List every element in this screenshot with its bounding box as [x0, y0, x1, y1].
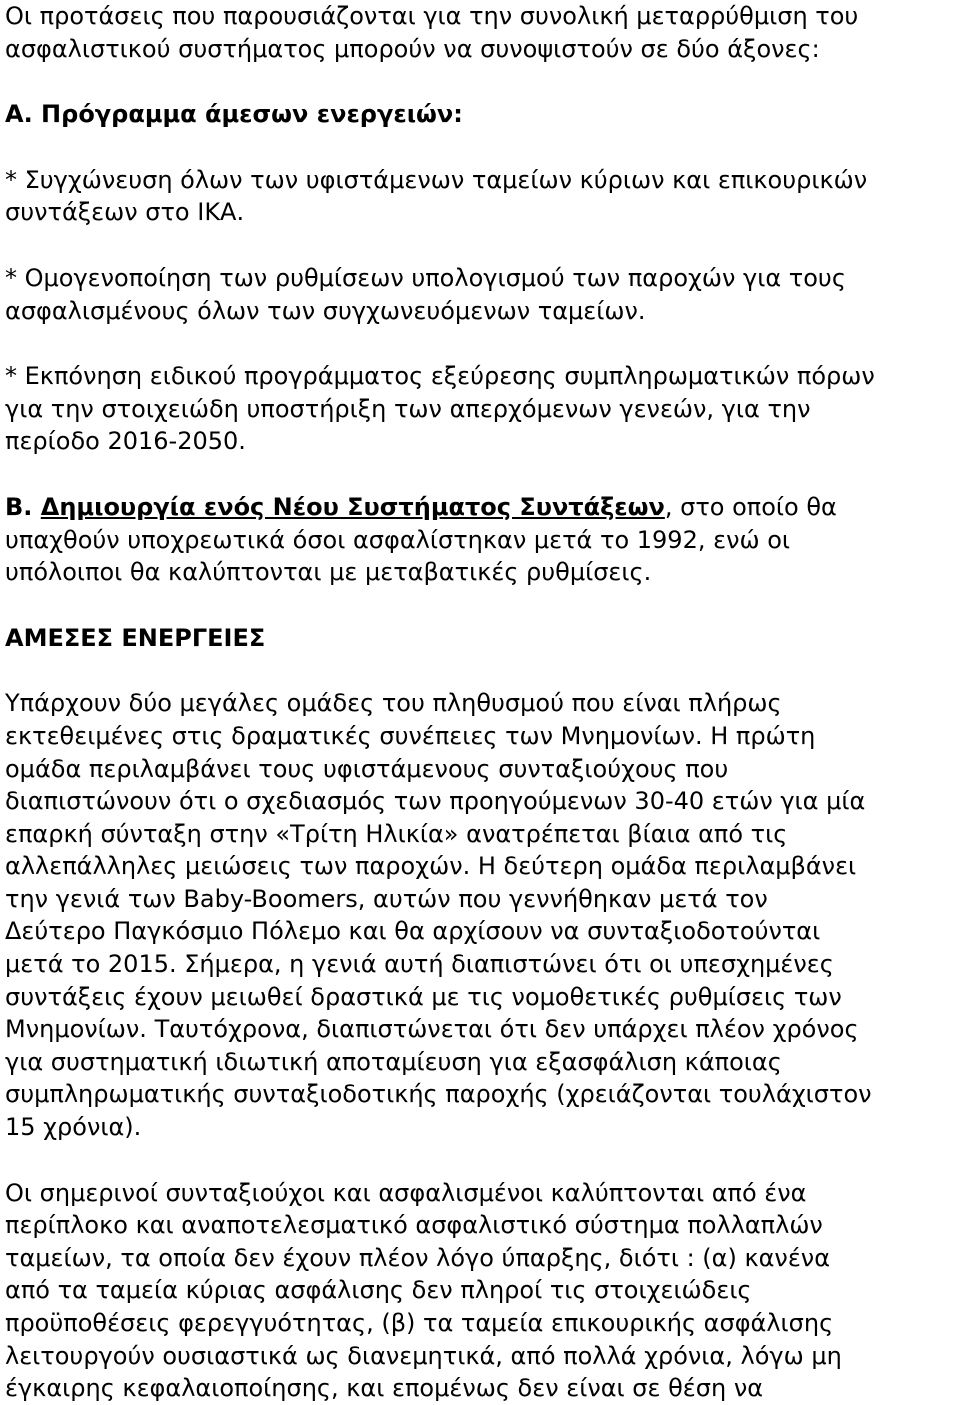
paragraph-line: λειτουργούν ουσιαστικά ως διανεμητικά, από πολλά χρόνια, λόγω μη	[5, 1341, 842, 1370]
paragraph-line: επαρκή σύνταξη στην «Τρίτη Ηλικία» ανατρέπεται βίαια από τις	[5, 819, 788, 848]
section-a-heading: Α. Πρόγραμμα άμεσων ενεργειών:	[5, 100, 463, 129]
section-a-item-3	[5, 360, 955, 458]
intro-line: Οι προτάσεις που παρουσιάζονται για την συνολική μεταρρύθμιση του	[5, 2, 859, 30]
section-b-prefix: Β.	[5, 492, 41, 521]
paragraph-line: Υπάρχουν δύο μεγάλες ομάδες του πληθυσμού που είναι πλήρως	[5, 689, 782, 718]
section-a-item-2	[5, 262, 955, 327]
immediate-actions-paragraph-2	[5, 1177, 955, 1405]
paragraph-line: Μνημονίων. Ταυτόχρονα, διαπιστώνεται ότι δεν υπάρχει πλέον χρόνος	[5, 1015, 859, 1044]
paragraph-line: περίπλοκο και αναποτελεσματικό ασφαλιστικό σύστημα πολλαπλών	[5, 1211, 823, 1240]
paragraph-line: συμπληρωματικής συνταξιοδοτικής παροχής (χρειάζονται τουλάχιστον	[5, 1080, 872, 1109]
item-line: για την στοιχειώδη υποστήριξη των απερχόμενων γενεών, για την	[5, 394, 811, 423]
paragraph-line: 15 χρόνια).	[5, 1113, 142, 1142]
immediate-actions-paragraph-1	[5, 687, 955, 1143]
paragraph-line: Δεύτερο Παγκόσμιο Πόλεμο και θα αρχίσουν να συνταξιοδοτούνται	[5, 917, 821, 946]
item-line: συντάξεων στο ΙΚΑ.	[5, 198, 245, 227]
paragraph-line: από τα ταμεία κύριας ασφάλισης δεν πληροί τις στοιχειώδεις	[5, 1276, 752, 1305]
item-line: * Συγχώνευση όλων των υφιστάμενων ταμείων κύριων και επικουρικών	[5, 165, 868, 194]
immediate-actions-heading: ΑΜΕΣΕΣ ΕΝΕΡΓΕΙΕΣ	[5, 623, 266, 652]
section-b-paragraph	[5, 491, 955, 589]
section-b-line: υπαχθούν υποχρεωτικά όσοι ασφαλίστηκαν μετά το 1992, ενώ οι	[5, 525, 791, 554]
paragraph-line: συντάξεις έχουν μειωθεί δραστικά με τις νομοθετικές ρυθμίσεις των	[5, 982, 842, 1011]
paragraph-line: εκτεθειμένες στις δραματικές συνέπειες των Μνημονίων. Η πρώτη	[5, 721, 816, 750]
section-a-item-1	[5, 164, 955, 229]
paragraph-line: διαπιστώνουν ότι ο σχεδιασμός των προηγούμενων 30-40 ετών για μία	[5, 787, 866, 816]
paragraph-line: αλλεπάλληλες μειώσεις των παροχών. Η δεύτερη ομάδα περιλαμβάνει	[5, 852, 857, 881]
paragraph-line: προϋποθέσεις φερεγγυότητας, (β) τα ταμεία επικουρικής ασφάλισης	[5, 1309, 834, 1337]
item-line: ασφαλισμένους όλων των συγχωνευόμενων ταμείων.	[5, 296, 646, 325]
intro-line: ασφαλιστικού συστήματος μπορούν να συνοψιστούν σε δύο άξονες:	[5, 34, 820, 63]
item-line: * Εκπόνηση ειδικού προγράμματος εξεύρεσης συμπληρωματικών πόρων	[5, 362, 875, 391]
paragraph-line: μετά το 2015. Σήμερα, η γενιά αυτή διαπιστώνει ότι οι υπεσχημένες	[5, 950, 834, 979]
section-b-title: Δημιουργία ενός Νέου Συστήματος Συντάξεων	[40, 492, 665, 521]
section-b-rest: , στο οποίο θα	[664, 492, 837, 521]
item-line: περίοδο 2016-2050.	[5, 427, 246, 456]
paragraph-line: ταμείων, τα οποία δεν έχουν πλέον λόγο ύπαρξης, διότι : (α) κανένα	[5, 1243, 831, 1272]
item-line: * Ομογενοποίηση των ρυθμίσεων υπολογισμού των παροχών για τους	[5, 263, 846, 292]
section-b-line: υπόλοιποι θα καλύπτονται με μεταβατικές ρυθμίσεις.	[5, 558, 652, 587]
document-body	[5, 0, 955, 1405]
paragraph-line: για συστηματική ιδιωτική αποταμίευση για εξασφάλιση κάποιας	[5, 1047, 782, 1076]
section-b-first-line	[5, 491, 955, 524]
paragraph-line: την γενιά των Baby-Boomers, αυτών που γεννήθηκαν μετά τον	[5, 884, 768, 913]
paragraph-line: έγκαιρης κεφαλαιοποίησης, και επομένως δεν είναι σε θέση να	[5, 1374, 764, 1403]
paragraph-line: ομάδα περιλαμβάνει τους υφιστάμενους συνταξιούχους που	[5, 754, 729, 783]
paragraph-line: Οι σημερινοί συνταξιούχοι και ασφαλισμένοι καλύπτονται από ένα	[5, 1178, 807, 1207]
intro-paragraph	[5, 0, 955, 65]
